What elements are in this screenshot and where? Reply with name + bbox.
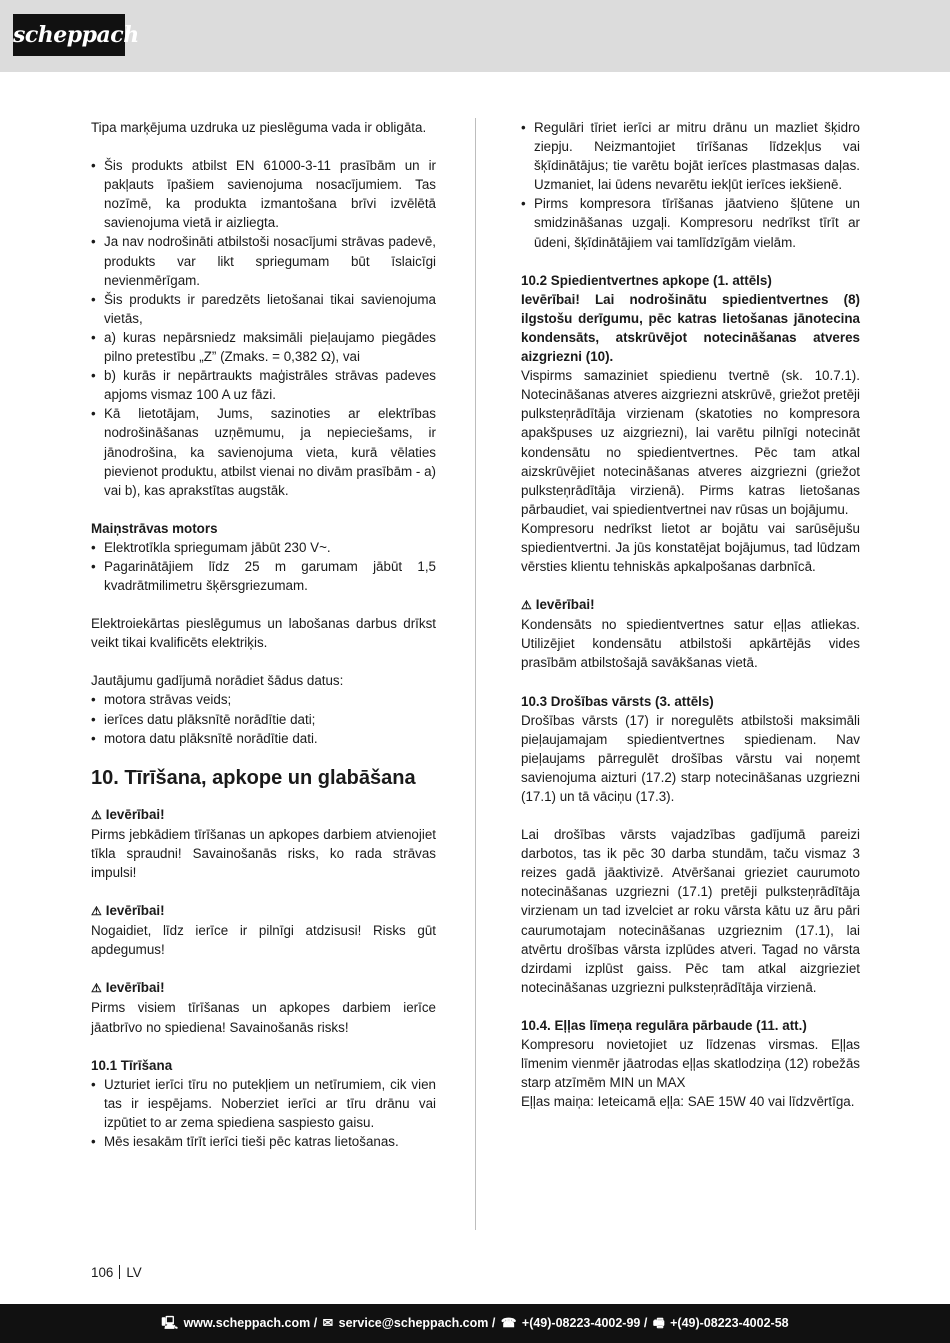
warning-icon: ⚠ bbox=[91, 981, 102, 996]
web-icon: 🖳 bbox=[161, 1316, 179, 1330]
footer-fax: +(49)-08223-4002-58 bbox=[670, 1316, 789, 1330]
tank-maintenance-warning: Ievērībai! Lai nodrošinātu spiedientvertnes (8) ilgstošu derīgumu, pēc katras lietošanas jānotecina kondensāts, atskrūvējot notecināšanas atveres aizgriezni (10). bbox=[521, 291, 860, 365]
footer-website[interactable]: www.scheppach.com / bbox=[183, 1316, 318, 1330]
footer-email[interactable]: service@scheppach.com / bbox=[338, 1316, 496, 1330]
tank-maintenance-text: Vispirms samaziniet spiedienu tvertnē (sk. 10.7.1). Notecināšanas atveres aizgriezni atskrūvē, griežot pretēji pulksteņrādītāja virzienam (skatoties no kompresora apakšpuses uz aizgriezni), lai varētu pilnīgi notecināt kondensātu no spiedientvertnes. Pēc tam atkal aizskrūvējiet notecināšanas atveres aizgriezni (griežot pulksteņrādītāja virzienā). Pirms katras lietošanas pārbaudiet, vai spiedientvertnei nav rūsas un bojājumu. bbox=[521, 368, 860, 517]
right-column bbox=[521, 118, 860, 1111]
list-item: • a) kuras nepārsniedz maksimāli pieļaujamo piegādes pilno pretestību „Z” (Zmaks. = 0,382 Ω), vai bbox=[91, 328, 436, 366]
list-item: • Šis produkts ir paredzēts lietošanai tikai savienojuma vietās, bbox=[91, 290, 436, 328]
oil-level-heading: 10.4. Eļļas līmeņa regulāra pārbaude (11. att.) bbox=[521, 1017, 807, 1033]
safety-valve-text: Drošības vārsts (17) ir noregulēts atbilstoši maksimāli pieļaujamajam spiedientvertnes spiedienam. Nav pieļaujams pārregulēt drošības vārstu vai noņemt savienojuma aizturi (17.2) starp notecināšanas uzgriezni (17.1) un tā vāciņu (17.3). bbox=[521, 712, 860, 804]
warning-icon: ⚠ bbox=[91, 807, 102, 822]
warning-label: Ievērībai! bbox=[105, 903, 165, 919]
section-title: 10. Tīrīšana, apkope un glabāšana bbox=[91, 766, 416, 789]
warning-icon: ⚠ bbox=[521, 598, 532, 613]
warning-text: Pirms jebkādiem tīrīšanas un apkopes darbiem atvienojiet tīkla spraudni! Savainošanās risks, ko rada strāvas impulsi! bbox=[91, 826, 436, 880]
list-item: • ierīces datu plāksnītē norādītie dati; bbox=[91, 710, 436, 729]
safety-valve-heading: 10.3 Drošības vārsts (3. attēls) bbox=[521, 693, 714, 709]
list-item: • Šis produkts atbilst EN 61000-3-11 prasībām un ir pakļauts īpašiem savienojuma nosacījumiem. Tas nozīmē, ka produkta izmantošana brīvi izvēlētā savienojuma vietā ir aizliegta. bbox=[91, 156, 436, 232]
paragraph-questions: Jautājumu gadījumā norādiet šādus datus: bbox=[91, 673, 344, 689]
list-item: • Pirms kompresora tīrīšanas jāatvieno šļūtene un smidzināšanas uzgaļi. Kompresoru nedrīkst tīrīt ar ūdeni, šķīdinātājiem vai tamlīdzīgām vielām. bbox=[521, 194, 860, 251]
oil-change-text: Eļļas maiņa: Ieteicamā eļļa: SAE 15W 40 vai līdzvērtīga. bbox=[521, 1094, 855, 1110]
warning-text: Kondensāts no spiedientvertnes satur eļļas atliekas. Utilizējiet kondensātu atbilstoši apkārtējās vides prasībām atbilstošajā savākšanas vietā. bbox=[521, 617, 860, 671]
page-footer bbox=[0, 1304, 950, 1343]
list-item: • motora datu plāksnītē norādītie dati. bbox=[91, 729, 436, 748]
tank-maintenance-text-2: Kompresoru nedrīkst lietot ar bojātu vai sarūsējušu spiedientvertni. Ja jūs konstatējat bojājumus, tad lūdzam vērsties klientu tehniskās apkalpošanas darbnīcā. bbox=[521, 520, 860, 575]
list-item: • Pagarinātājiem līdz 25 m garumam jābūt 1,5 kvadrātmilimetru šķērsgriezumam. bbox=[91, 557, 436, 595]
list-item: • Uzturiet ierīci tīru no putekļiem un netīrumiem, cik vien tas ir iespējams. Noberziet ierīci ar tīru drānu vai izpūtiet to ar zema spiediena saspiesto gaisu. bbox=[91, 1075, 436, 1132]
phone-icon: ☎ bbox=[500, 1316, 517, 1330]
fax-icon: 🖷 bbox=[652, 1316, 665, 1330]
cleaning-heading: 10.1 Tīrīšana bbox=[91, 1057, 173, 1073]
warning-icon: ⚠ bbox=[91, 904, 102, 919]
warning-text: Pirms visiem tīrīšanas un apkopes darbiem ierīce jāatbrīvo no spiediena! Savainošanās risks! bbox=[91, 1000, 436, 1035]
warning-text: Nogaidiet, līdz ierīce ir pilnīgi atdzisusi! Risks gūt apdegumus! bbox=[91, 923, 436, 958]
warning-label: Ievērībai! bbox=[105, 806, 165, 822]
warning-label: Ievērībai! bbox=[535, 597, 595, 613]
paragraph-marking: Tipa marķējuma uzdruka uz pieslēguma vada ir obligāta. bbox=[91, 120, 427, 135]
list-item: • Mēs iesakām tīrīt ierīci tieši pēc katras lietošanas. bbox=[91, 1132, 436, 1151]
list-item: • Ja nav nodrošināti atbilstoši nosacījumi strāvas padevē, produkts var likt spriegumam būt īslaicīgi nevienmērīgam. bbox=[91, 232, 436, 289]
list-item: • Elektrotīkla spriegumam jābūt 230 V~. bbox=[91, 538, 436, 557]
scheppach-logo: scheppach bbox=[13, 14, 125, 56]
motor-heading: Maiņstrāvas motors bbox=[91, 520, 218, 536]
page-language: LV bbox=[126, 1265, 142, 1280]
list-item: • b) kurās ir nepārtraukts maģistrāles strāvas padeves apjoms vismaz 100 A uz fāzi. bbox=[91, 366, 436, 404]
list-item: • motora strāvas veids; bbox=[91, 690, 436, 709]
column-divider bbox=[475, 118, 476, 1230]
tank-maintenance-heading: 10.2 Spiedientvertnes apkope (1. attēls) bbox=[521, 272, 772, 288]
page-number-value: 106 bbox=[91, 1265, 114, 1280]
paragraph-electrician: Elektroiekārtas pieslēgumus un labošanas darbus drīkst veikt tikai kvalificēts elektriķis. bbox=[91, 616, 436, 651]
left-column bbox=[91, 118, 436, 1151]
email-icon: ✉ bbox=[322, 1316, 334, 1330]
page-number bbox=[91, 1265, 142, 1280]
list-item: • Regulāri tīriet ierīci ar mitru drānu un mazliet šķidro ziepju. Neizmantojiet tīrīšanas līdzekļus vai šķīdinātājus; tie varētu bojāt ierīces plastmasas daļas. Uzmaniet, lai ūdens nevarētu iekļūt ierīces iekšienē. bbox=[521, 118, 860, 194]
page-header bbox=[0, 0, 950, 72]
oil-level-text: Kompresoru novietojiet uz līdzenas virsmas. Eļļas līmenim vienmēr jāatrodas eļļas skatlodziņa (12) robežās starp atzīmēm MIN un MAX bbox=[521, 1037, 860, 1091]
safety-valve-text-2: Lai drošības vārsts vajadzības gadījumā pareizi darbotos, tas ik pēc 30 darba stundām, taču vismaz 3 reizes gadā jāaktivizē. Atvēršanai grieziet caurumoto notecināšanas uzgriezni (17.1) pretēji pulksteņrādītāja virzienam un tad izvelciet ar roku vārsta kātu uz āru pāri caurumotajam notecināšanas uzgrieznim (17.1), lai atvērtu drošības vārsta izplūdes atveri. Tagad no vārsta dzirdami izplūst gaiss. Pēc tam atkal aizgrieziet notecināšanas uzgriezni pulksteņrādītāja virzienā. bbox=[521, 827, 860, 995]
footer-phone: +(49)-08223-4002-99 / bbox=[521, 1316, 648, 1330]
list-item: • Kā lietotājam, Jums, sazinoties ar elektrības nodrošināšanas uzņēmumu, ja nepieciešams, ir jānodrošina, ka savienojuma vieta, kurā vēlaties pievienot produktu, atbilst vienai no divām prasībām - a) vai b), kas aprakstītas augstāk. bbox=[91, 404, 436, 499]
warning-label: Ievērībai! bbox=[105, 980, 165, 996]
